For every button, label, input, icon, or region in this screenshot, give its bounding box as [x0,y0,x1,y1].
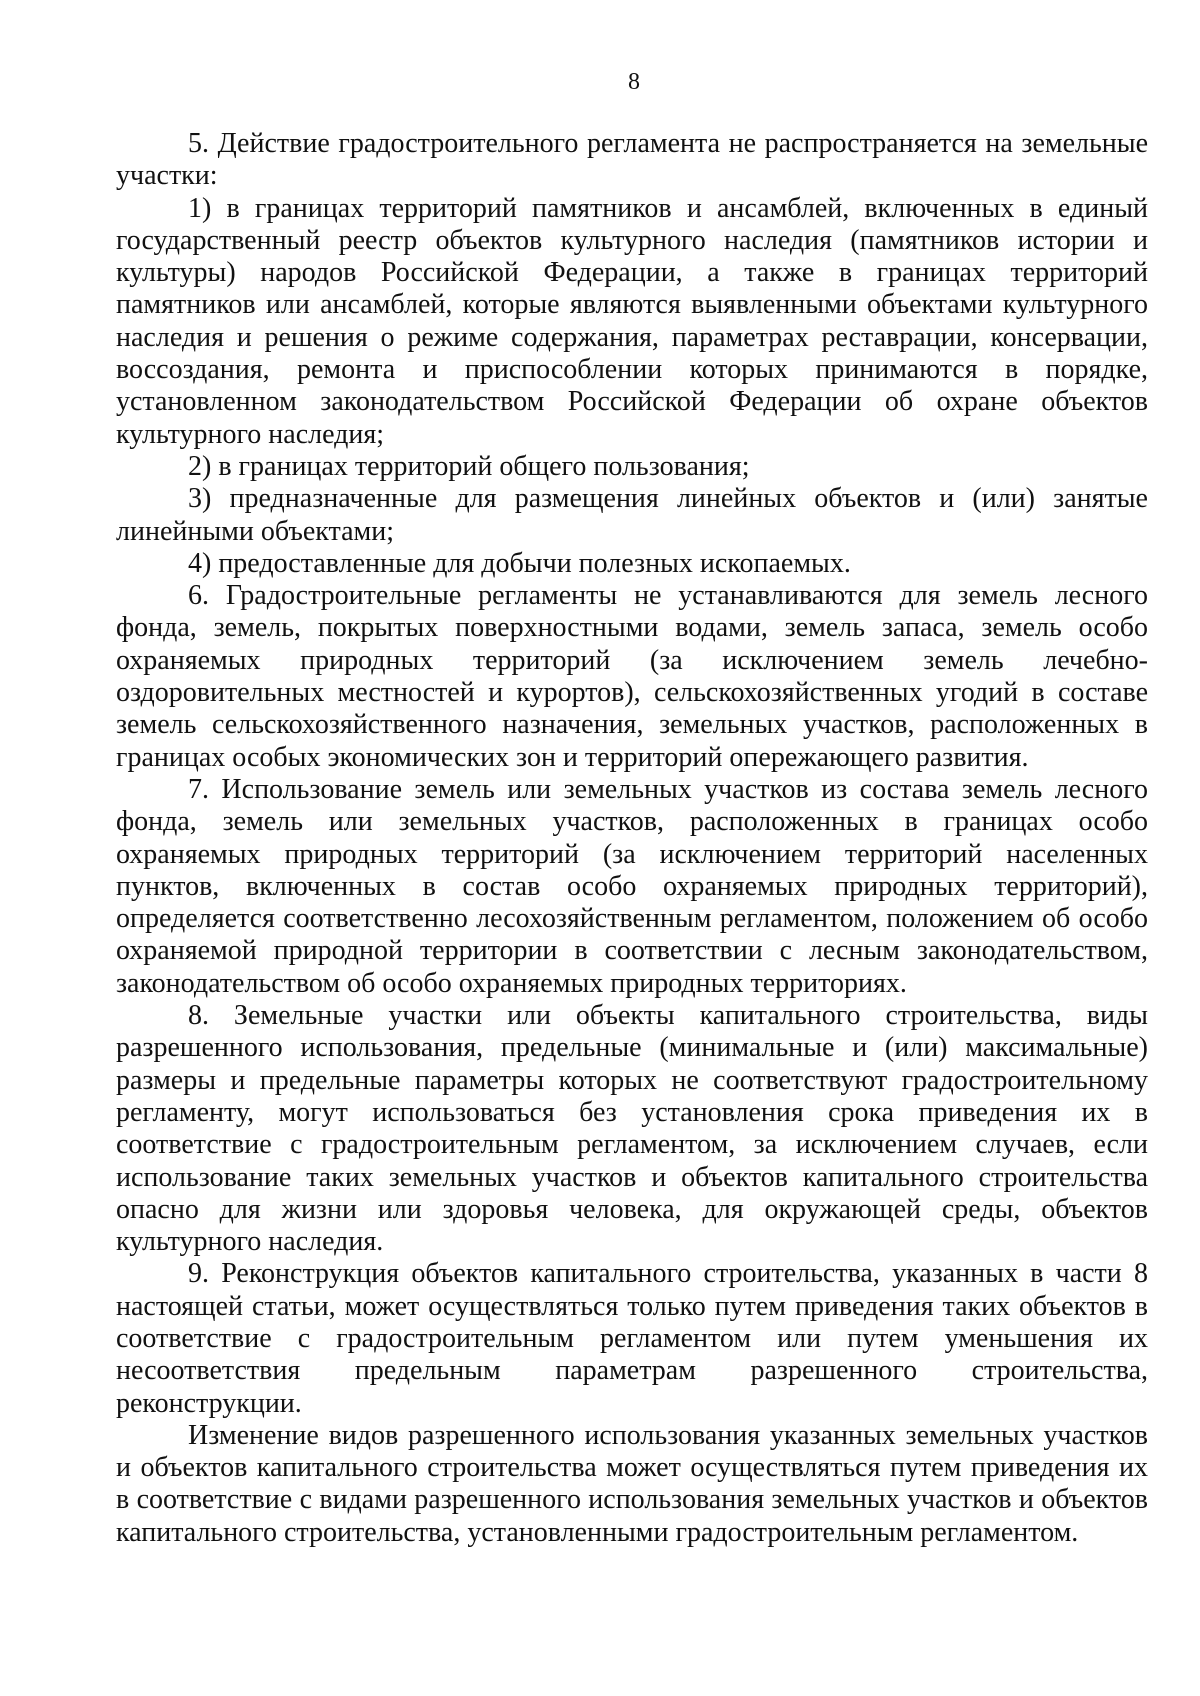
paragraph-6: 6. Градостроительные регламенты не устанавливаются для земель лесного фонда, земель, покрытых поверхностными водами, земель запаса, земель особо охраняемых природных территорий (за исключением земель лечебно-оздоровительных местностей и курортов), сельскохозяйственных угодий в составе земель сельскохозяйственного назначения, земельных участков, расположенных в границах особых экономических зон и территорий опережающего развития. [116,580,1148,773]
paragraph-5: 5. Действие градостроительного регламента не распространяется на земельные участки: [116,128,1148,192]
paragraph-7: 7. Использование земель или земельных участков из состава земель лесного фонда, земель или земельных участков, расположенных в границах особо охраняемых природных территорий (за исключением территорий населенных пунктов, включенных в состав особо охраняемых природных территорий), определяется соответственно лесохозяйственным регламентом, положением об особо охраняемой природной территории в соответствии с лесным законодательством, законодательством об особо охраняемых природных территориях. [116,773,1148,999]
paragraph-9-continuation: Изменение видов разрешенного использования указанных земельных участков и объектов капитального строительства может осуществляться путем приведения их в соответствие с видами разрешенного использования земельных участков и объектов капитального строительства, установленными градостроительным регламентом. [116,1419,1148,1548]
document-body [116,128,1148,1549]
list-item-1: 1) в границах территорий памятников и ансамблей, включенных в единый государственный реестр объектов культурного наследия (памятников истории и культуры) народов Российской Федерации, а также в границах территорий памятников или ансамблей, которые являются выявленными объектами культурного наследия и решения о режиме содержания, параметрах реставрации, консервации, воссоздания, ремонта и приспособлении которых принимаются в порядке, установленном законодательством Российской Федерации об охране объектов культурного наследия; [116,192,1148,450]
list-item-2: 2) в границах территорий общего пользования; [188,450,750,482]
paragraph-9: 9. Реконструкция объектов капитального строительства, указанных в части 8 настоящей статьи, может осуществляться только путем приведения таких объектов в соответствие с градостроительным регламентом или путем уменьшения их несоответствия предельным параметрам разрешенного строительства, реконструкции. [116,1258,1148,1419]
paragraph-8: 8. Земельные участки или объекты капитального строительства, виды разрешенного использования, предельные (минимальные и (или) максимальные) размеры и предельные параметры которых не соответствуют градостроительному регламенту, могут использоваться без установления срока приведения их в соответствие с градостроительным регламентом, за исключением случаев, если использование таких земельных участков и объектов капитального строительства опасно для жизни или здоровья человека, для окружающей среды, объектов культурного наследия. [116,1000,1148,1258]
page-number: 8 [628,69,640,95]
list-item-4: 4) предоставленные для добычи полезных ископаемых. [188,547,851,579]
list-item-3: 3) предназначенные для размещения линейных объектов и (или) занятые линейными объектами; [116,483,1148,547]
